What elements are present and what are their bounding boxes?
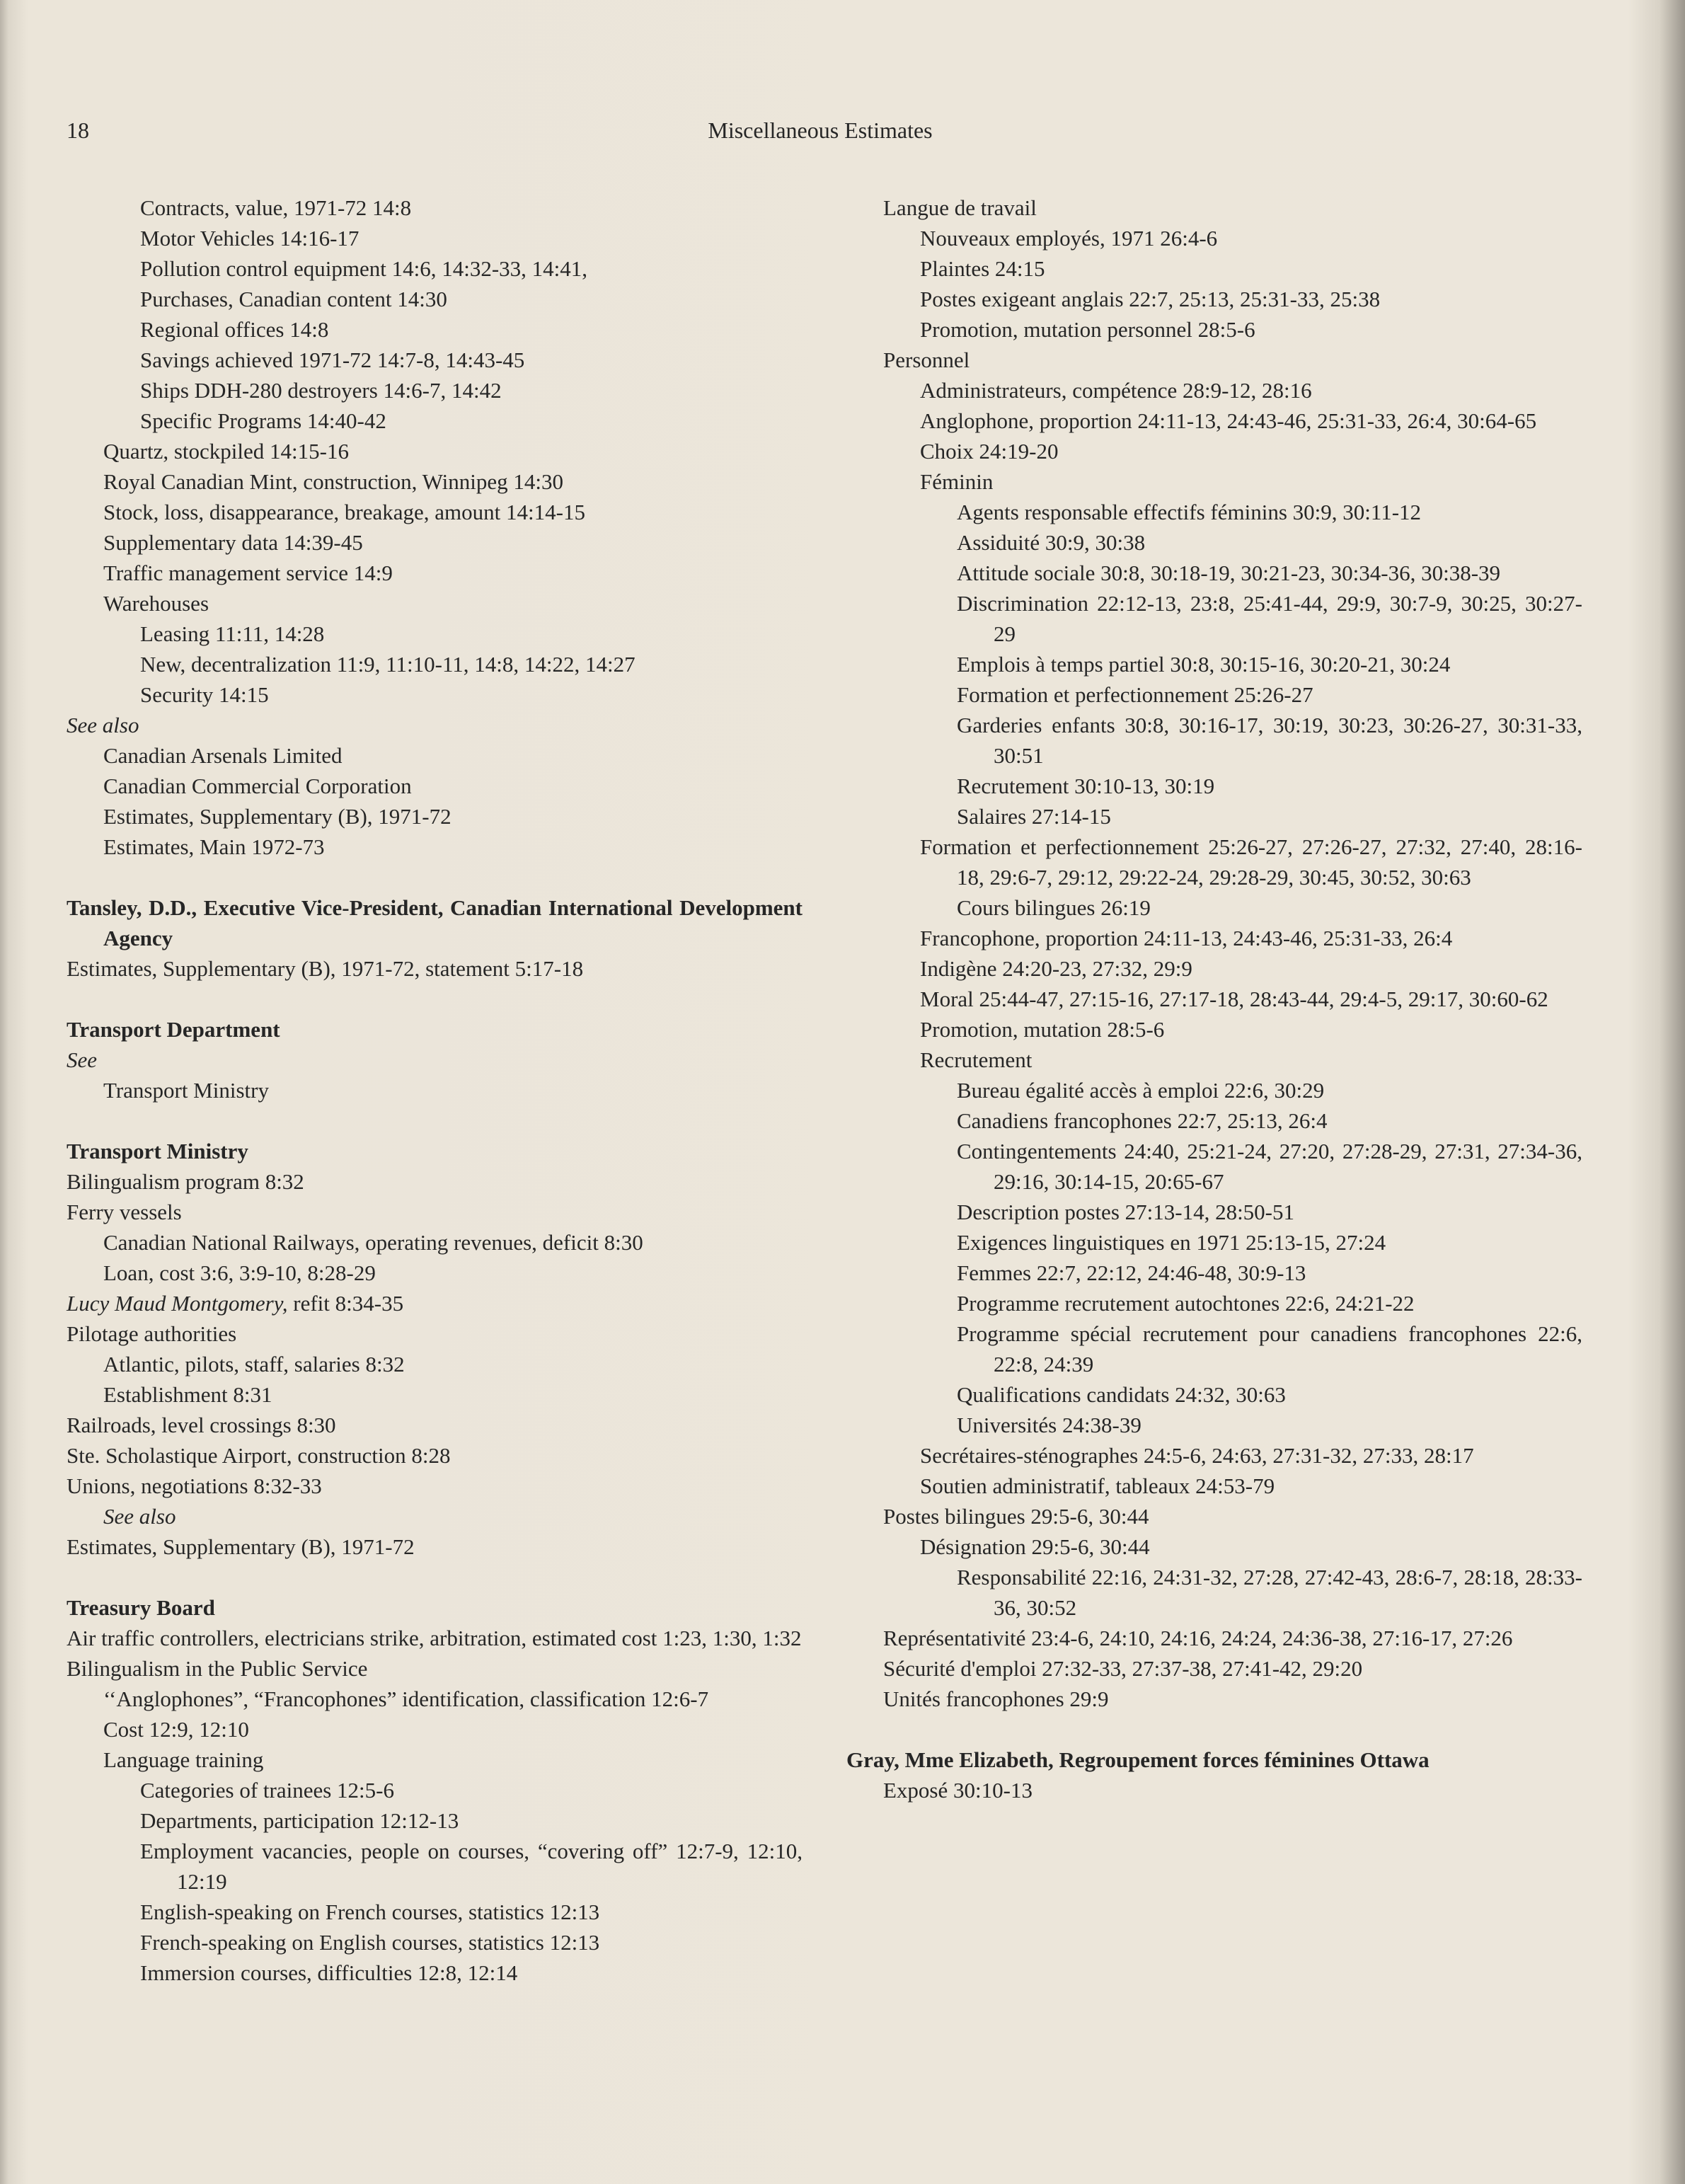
index-entry: Recrutement [920, 1047, 1033, 1072]
index-entry: Employment vacancies, people on courses, “covering off” 12:7-9, 12:10, 12:19 [140, 1839, 803, 1894]
index-entry: Traffic management service 14:9 [103, 561, 393, 585]
index-entry: Universités 24:38-39 [957, 1413, 1141, 1437]
index-entry: Qualifications candidats 24:32, 30:63 [957, 1382, 1286, 1407]
index-entry: Departments, participation 12:12-13 [140, 1808, 459, 1833]
index-entry: Estimates, Supplementary (B), 1971-72, statement 5:17-18 [67, 956, 584, 981]
index-entry: Cours bilingues 26:19 [957, 895, 1151, 920]
index-entry: Quartz, stockpiled 14:15-16 [103, 439, 349, 464]
index-entry: Agents responsable effectifs féminins 30:9, 30:11-12 [957, 500, 1422, 524]
index-entry: Ships DDH-280 destroyers 14:6-7, 14:42 [140, 378, 502, 403]
index-entry: Nouveaux employés, 1971 26:4-6 [920, 226, 1218, 251]
index-entry: Unités francophones 29:9 [883, 1686, 1109, 1711]
index-entry: Personnel [883, 347, 970, 372]
index-entry: Désignation 29:5-6, 30:44 [920, 1534, 1150, 1559]
index-entry: Contingentements 24:40, 25:21-24, 27:20, 27:28-29, 27:31, 27:34-36, 29:16, 30:14-15, 20:65-67 [957, 1139, 1582, 1194]
index-entry: Promotion, mutation 28:5-6 [920, 1017, 1165, 1042]
index-entry: Loan, cost 3:6, 3:9-10, 8:28-29 [103, 1260, 376, 1285]
index-heading: Gray, Mme Elizabeth, Regroupement forces féminines Ottawa [846, 1747, 1430, 1772]
index-entry: Transport Ministry [103, 1078, 269, 1103]
index-entry: Supplementary data 14:39-45 [103, 530, 363, 555]
index-entry: Exposé 30:10-13 [883, 1778, 1033, 1803]
index-entry: Air traffic controllers, electricians strike, arbitration, estimated cost 1:23, 1:30, 1:32 [67, 1626, 802, 1650]
index-entry: Canadian Arsenals Limited [103, 743, 343, 768]
index-entry: Leasing 11:11, 14:28 [140, 621, 325, 646]
index-entry: Canadian Commercial Corporation [103, 774, 412, 798]
index-entry: See also [103, 1504, 176, 1529]
index-entry: Promotion, mutation personnel 28:5-6 [920, 317, 1255, 342]
index-entry: Plaintes 24:15 [920, 256, 1045, 281]
index-entry: Regional offices 14:8 [140, 317, 329, 342]
index-entry: Estimates, Supplementary (B), 1971-72 [67, 1534, 415, 1559]
index-heading: Treasury Board [67, 1595, 215, 1620]
index-entry: Security 14:15 [140, 682, 269, 707]
index-entry: Indigène 24:20-23, 27:32, 29:9 [920, 956, 1192, 981]
index-entry: Purchases, Canadian content 14:30 [140, 287, 447, 311]
index-entry: Formation et perfectionnement 25:26-27 [957, 682, 1313, 707]
index-entry: Ste. Scholastique Airport, construction 8:28 [67, 1443, 451, 1468]
index-entry: Postes bilingues 29:5-6, 30:44 [883, 1504, 1149, 1529]
index-entry: Stock, loss, disappearance, breakage, amount 14:14-15 [103, 500, 585, 524]
index-entry: Canadiens francophones 22:7, 25:13, 26:4 [957, 1108, 1328, 1133]
index-entry: Categories of trainees 12:5-6 [140, 1778, 394, 1803]
index-entry: Assiduité 30:9, 30:38 [957, 530, 1146, 555]
index-entry: Pollution control equipment 14:6, 14:32-33, 14:41, [140, 256, 588, 281]
index-entry: Description postes 27:13-14, 28:50-51 [957, 1200, 1295, 1224]
index-entry: Programme spécial recrutement pour canadiens francophones 22:6, 22:8, 24:39 [957, 1321, 1582, 1377]
index-entry: Anglophone, proportion 24:11-13, 24:43-46, 25:31-33, 26:4, 30:64-65 [920, 408, 1537, 433]
index-entry: Formation et perfectionnement 25:26-27, 27:26-27, 27:32, 27:40, 28:16-18, 29:6-7, 29:12, 29:22-24, 29:28-29, 30:45, 30:52, 30:63 [920, 834, 1582, 890]
index-entry: Bureau égalité accès à emploi 22:6, 30:29 [957, 1078, 1325, 1103]
index-entry: Specific Programs 14:40-42 [140, 408, 386, 433]
index-entry: Féminin [920, 469, 994, 494]
index-entry: Establishment 8:31 [103, 1382, 272, 1407]
index-entry: Pilotage authorities [67, 1321, 237, 1346]
index-entry: Représentativité 23:4-6, 24:10, 24:16, 24:24, 24:36-38, 27:16-17, 27:26 [883, 1626, 1513, 1650]
index-entry: Lucy Maud Montgomery, refit 8:34-35 [67, 1291, 404, 1316]
index-heading: Tansley, D.D., Executive Vice-President, Canadian International Development Agency [67, 895, 803, 950]
index-entry: French-speaking on English courses, statistics 12:13 [140, 1930, 600, 1955]
index-entry: Administrateurs, compétence 28:9-12, 28:16 [920, 378, 1312, 403]
index-entry: Railroads, level crossings 8:30 [67, 1413, 336, 1437]
index-entry: Unions, negotiations 8:32-33 [67, 1473, 322, 1498]
index-entry: Choix 24:19-20 [920, 439, 1059, 464]
index-entry: Francophone, proportion 24:11-13, 24:43-46, 25:31-33, 26:4 [920, 926, 1453, 950]
index-entry: Femmes 22:7, 22:12, 24:46-48, 30:9-13 [957, 1260, 1306, 1285]
index-entry: Warehouses [103, 591, 209, 616]
index-entry: Estimates, Main 1972-73 [103, 834, 325, 859]
page-number: 18 [67, 117, 89, 143]
index-entry: Atlantic, pilots, staff, salaries 8:32 [103, 1352, 405, 1377]
index-entry: See [67, 1047, 98, 1072]
index-entry: English-speaking on French courses, statistics 12:13 [140, 1899, 600, 1924]
index-entry: Language training [103, 1747, 264, 1772]
index-entry: Savings achieved 1971-72 14:7-8, 14:43-45 [140, 347, 525, 372]
index-entry: Discrimination 22:12-13, 23:8, 25:41-44, 29:9, 30:7-9, 30:25, 30:27-29 [957, 591, 1582, 646]
index-entry: Bilingualism program 8:32 [67, 1169, 304, 1194]
index-column-left [67, 192, 803, 1988]
page-header [0, 117, 1685, 149]
index-entry: Sécurité d'emploi 27:32-33, 27:37-38, 27:41-42, 29:20 [883, 1656, 1363, 1681]
index-entry: Royal Canadian Mint, construction, Winnipeg 14:30 [103, 469, 563, 494]
index-entry: New, decentralization 11:9, 11:10-11, 14:8, 14:22, 14:27 [140, 652, 636, 677]
index-entry: Responsabilité 22:16, 24:31-32, 27:28, 27:42-43, 28:6-7, 28:18, 28:33-36, 30:52 [957, 1565, 1582, 1620]
index-entry: Bilingualism in the Public Service [67, 1656, 368, 1681]
index-heading: Transport Ministry [67, 1139, 248, 1163]
index-entry: Recrutement 30:10-13, 30:19 [957, 774, 1215, 798]
index-entry: Cost 12:9, 12:10 [103, 1717, 249, 1742]
index-entry: Emplois à temps partiel 30:8, 30:15-16, 30:20-21, 30:24 [957, 652, 1451, 677]
index-entry: Estimates, Supplementary (B), 1971-72 [103, 804, 452, 829]
index-entry: Langue de travail [883, 195, 1037, 220]
index-heading: Transport Department [67, 1017, 280, 1042]
index-entry: Garderies enfants 30:8, 30:16-17, 30:19, 30:23, 30:26-27, 30:31-33, 30:51 [957, 713, 1582, 768]
index-entry: See also [67, 713, 139, 737]
index-entry: Salaires 27:14-15 [957, 804, 1111, 829]
index-entry: Motor Vehicles 14:16-17 [140, 226, 360, 251]
index-entry: Contracts, value, 1971-72 14:8 [140, 195, 412, 220]
index-entry: Exigences linguistiques en 1971 25:13-15, 27:24 [957, 1230, 1386, 1255]
index-entry: Canadian National Railways, operating revenues, deficit 8:30 [103, 1230, 643, 1255]
index-entry: Ferry vessels [67, 1200, 182, 1224]
index-entry: Postes exigeant anglais 22:7, 25:13, 25:31-33, 25:38 [920, 287, 1381, 311]
index-entry: Secrétaires-sténographes 24:5-6, 24:63, 27:31-32, 27:33, 28:17 [920, 1443, 1474, 1468]
index-entry: Soutien administratif, tableaux 24:53-79 [920, 1473, 1275, 1498]
index-entry: ‘‘Anglophones”, “Francophones” identification, classification 12:6-7 [103, 1686, 709, 1711]
index-entry: Moral 25:44-47, 27:15-16, 27:17-18, 28:43-44, 29:4-5, 29:17, 30:60-62 [920, 987, 1548, 1011]
index-entry: Programme recrutement autochtones 22:6, 24:21-22 [957, 1291, 1415, 1316]
index-entry: Immersion courses, difficulties 12:8, 12:14 [140, 1960, 518, 1985]
index-entry: Attitude sociale 30:8, 30:18-19, 30:21-23, 30:34-36, 30:38-39 [957, 561, 1501, 585]
running-title: Miscellaneous Estimates [708, 117, 933, 143]
index-column-right [846, 192, 1582, 1805]
